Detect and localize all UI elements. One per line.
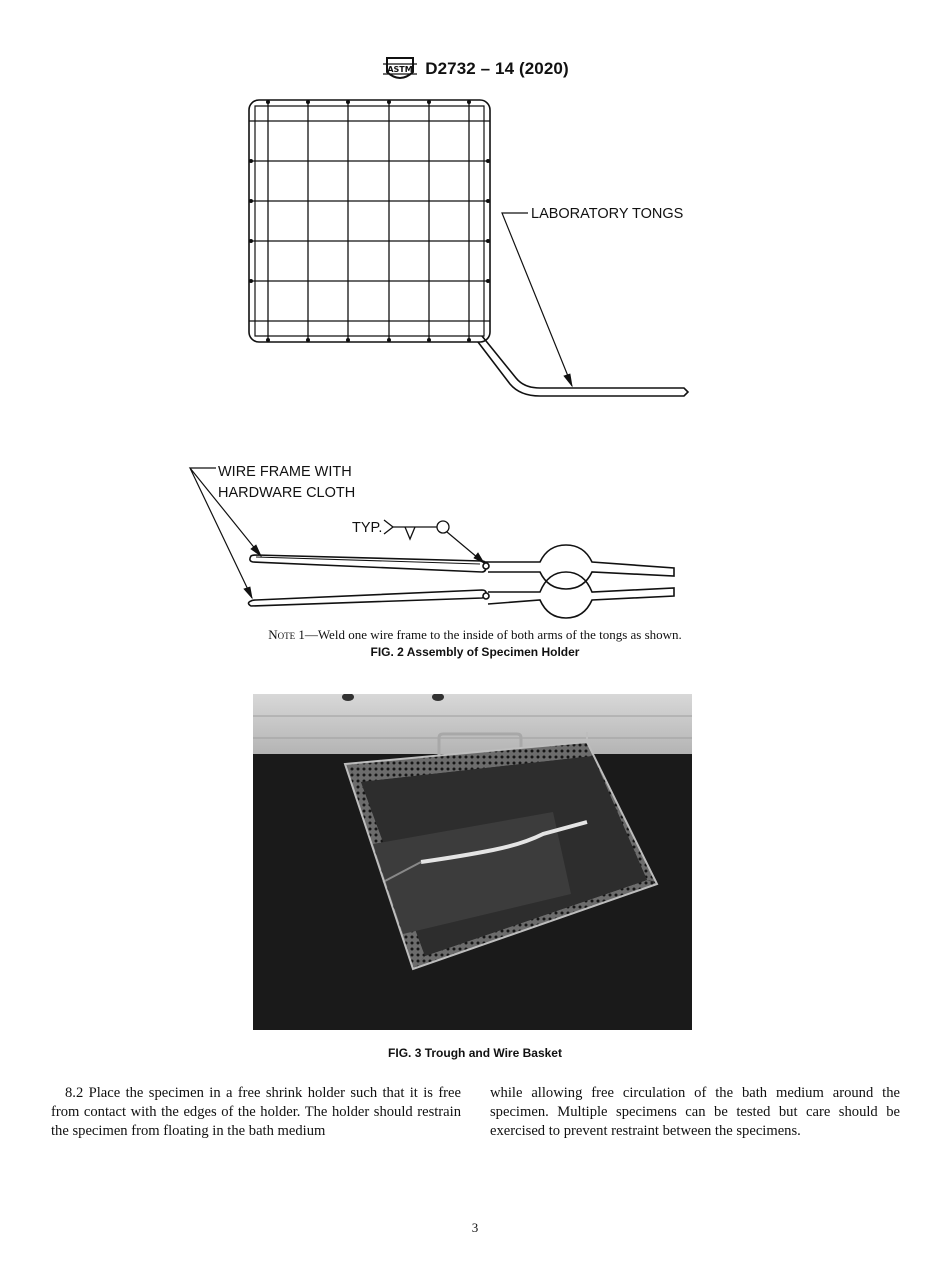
note-text: —Weld one wire frame to the inside of both arms of the tongs as shown. [304, 627, 682, 642]
laboratory-tongs-callout [502, 206, 683, 386]
body-column-right: while allowing free circulation of the bath medium around the specimen. Multiple specimens can be tested but care should be exercised to prevent restraint between the specimens. [490, 1085, 900, 1139]
label-wire-frame-line2: HARDWARE CLOTH [218, 485, 356, 501]
page-number: 3 [471, 1220, 479, 1235]
page-header [0, 52, 950, 86]
body-column-left: 8.2 Place the specimen in a free shrink holder such that it is free from contact with the edges of the holder. The holder should restrain the specimen from floating in the bath medium [51, 1085, 461, 1139]
wire-frame-callout [190, 464, 355, 598]
figure-3-photo [253, 694, 692, 1030]
note-prefix: Note 1 [268, 627, 305, 642]
label-wire-frame-line1: WIRE FRAME WITH [218, 464, 352, 480]
wire-frame-drawing [249, 100, 688, 396]
figure-2-note [0, 627, 950, 643]
body-paragraph [51, 1084, 901, 1141]
document-title: D2732 – 14 (2020) [425, 59, 569, 78]
tongs-side-view [249, 545, 675, 618]
label-laboratory-tongs: LABORATORY TONGS [531, 206, 684, 222]
trough-basket-image [253, 694, 692, 1030]
astm-logo-icon [381, 54, 419, 84]
figure-2-diagram [0, 90, 950, 620]
figure-3-caption: FIG. 3 Trough and Wire Basket [388, 1046, 562, 1060]
weld-symbol [352, 520, 484, 563]
figure-2-caption: FIG. 2 Assembly of Specimen Holder [370, 645, 580, 659]
svg-text:ASTM: ASTM [387, 65, 413, 74]
label-typ: TYP. [352, 520, 383, 536]
